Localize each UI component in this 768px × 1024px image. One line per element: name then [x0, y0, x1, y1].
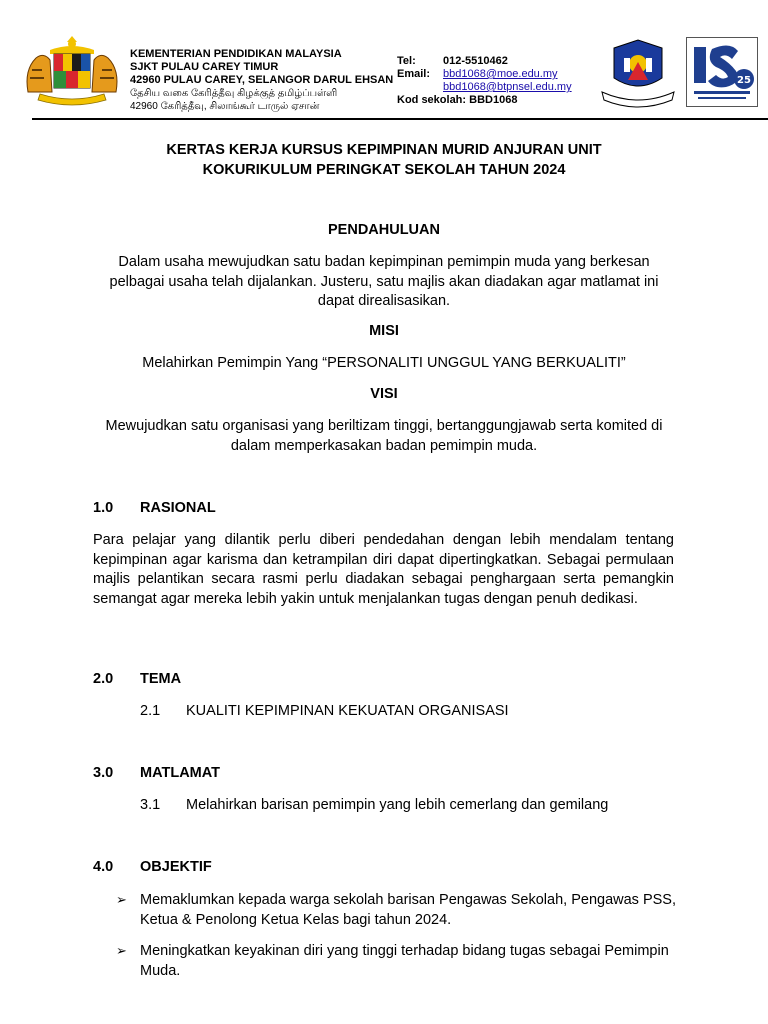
tema-title: TEMA — [140, 671, 182, 687]
intro-heading: PENDAHULUAN — [328, 222, 440, 238]
tel-value: 012-5510462 — [443, 55, 508, 67]
email-link-btpn[interactable]: bbd1068@btpnsel.edu.my — [443, 81, 572, 93]
objektif-bullet-1: Memaklumkan kepada warga sekolah barisan Pengawas Sekolah, Pengawas PSS, Ketua & Penolong Ketua Kelas bagi tahun 2024. — [140, 892, 677, 928]
misi-heading: MISI — [369, 323, 399, 339]
matlamat-title: MATLAMAT — [140, 765, 220, 781]
school-info-block — [130, 48, 393, 113]
letterhead-divider — [32, 118, 768, 120]
title-line-1: KERTAS KERJA KURSUS KEPIMPINAN MURID ANJURAN UNIT — [166, 142, 602, 158]
email-link-moe[interactable]: bbd1068@moe.edu.my — [443, 68, 558, 80]
school-address: 42960 PULAU CAREY, SELANGOR DARUL EHSAN — [130, 74, 394, 86]
ministry-name: KEMENTERIAN PENDIDIKAN MALAYSIA — [130, 48, 342, 60]
rasional-number: 1.0 — [93, 500, 114, 516]
visi-heading: VISI — [370, 386, 398, 402]
email-label: Email: — [397, 68, 431, 80]
arrow-bullet-icon: ➢ — [116, 943, 127, 958]
misi-text: Melahirkan Pemimpin Yang “PERSONALITI UNGGUL YANG BERKUALITI” — [142, 355, 626, 371]
anniversary-logo-icon — [686, 37, 758, 107]
objektif-bullet-2: Meningkatkan keyakinan diri yang tinggi terhadap bidang tugas sebagai Pemimpin Muda. — [140, 943, 669, 979]
matlamat-sub-text: Melahirkan barisan pemimpin yang lebih cemerlang dan gemilang — [186, 797, 609, 813]
tamil-address: 42960 கேரித்தீவு, சிலாங்கூர் டாருல் ஏசான் — [130, 101, 320, 112]
intro-text: Dalam usaha mewujudkan satu badan kepimpinan pemimpin muda yang berkesan pelbagai usaha telah dijalankan. Justeru, satu majlis akan diadakan agar matlamat ini dapat direalisasikan. — [109, 254, 659, 309]
malaysia-coat-of-arms-icon — [20, 34, 124, 110]
matlamat-number: 3.0 — [93, 765, 114, 781]
rasional-title: RASIONAL — [140, 500, 216, 516]
tema-sub-number: 2.1 — [140, 703, 161, 719]
rasional-text: Para pelajar yang dilantik perlu diberi pendedahan dengan lebih mendalam tentang kepimpinan agar karisma dan ketrampilan diri dapat dipertingkatkan. Sebagai permulaan majlis pelantikan secara rasmi perlu diadakan sebagai penghargaan serta pemangkin semangat agar mereka lebih yakin untuk menjalankan tugas dengan penuh dedikasi. — [93, 532, 674, 607]
document-title — [110, 140, 658, 180]
objektif-title: OBJEKTIF — [140, 859, 212, 875]
tamil-school-name: தேசிய வகை கேரித்தீவு கிழக்குத் தமிழ்ப்பள்ளி — [130, 88, 338, 99]
arrow-bullet-icon: ➢ — [116, 892, 127, 907]
tema-number: 2.0 — [93, 671, 114, 687]
title-line-2: KOKURIKULUM PERINGKAT SEKOLAH TAHUN 2024 — [202, 162, 566, 178]
contact-block — [397, 55, 572, 107]
school-name: SJKT PULAU CAREY TIMUR — [130, 61, 279, 73]
visi-text: Mewujudkan satu organisasi yang beriltizam tinggi, bertanggungjawab serta komited di dalam memperkasakan badan pemimpin muda. — [105, 418, 663, 454]
anniversary-number: 25 — [737, 75, 751, 86]
matlamat-sub-number: 3.1 — [140, 797, 161, 813]
objektif-number: 4.0 — [93, 859, 114, 875]
tema-sub-text: KUALITI KEPIMPINAN KEKUATAN ORGANISASI — [186, 703, 509, 719]
school-code-label: Kod sekolah: — [397, 94, 467, 106]
tel-label: Tel: — [397, 55, 416, 67]
school-crest-icon — [598, 38, 678, 110]
school-code-value: BBD1068 — [469, 94, 518, 106]
